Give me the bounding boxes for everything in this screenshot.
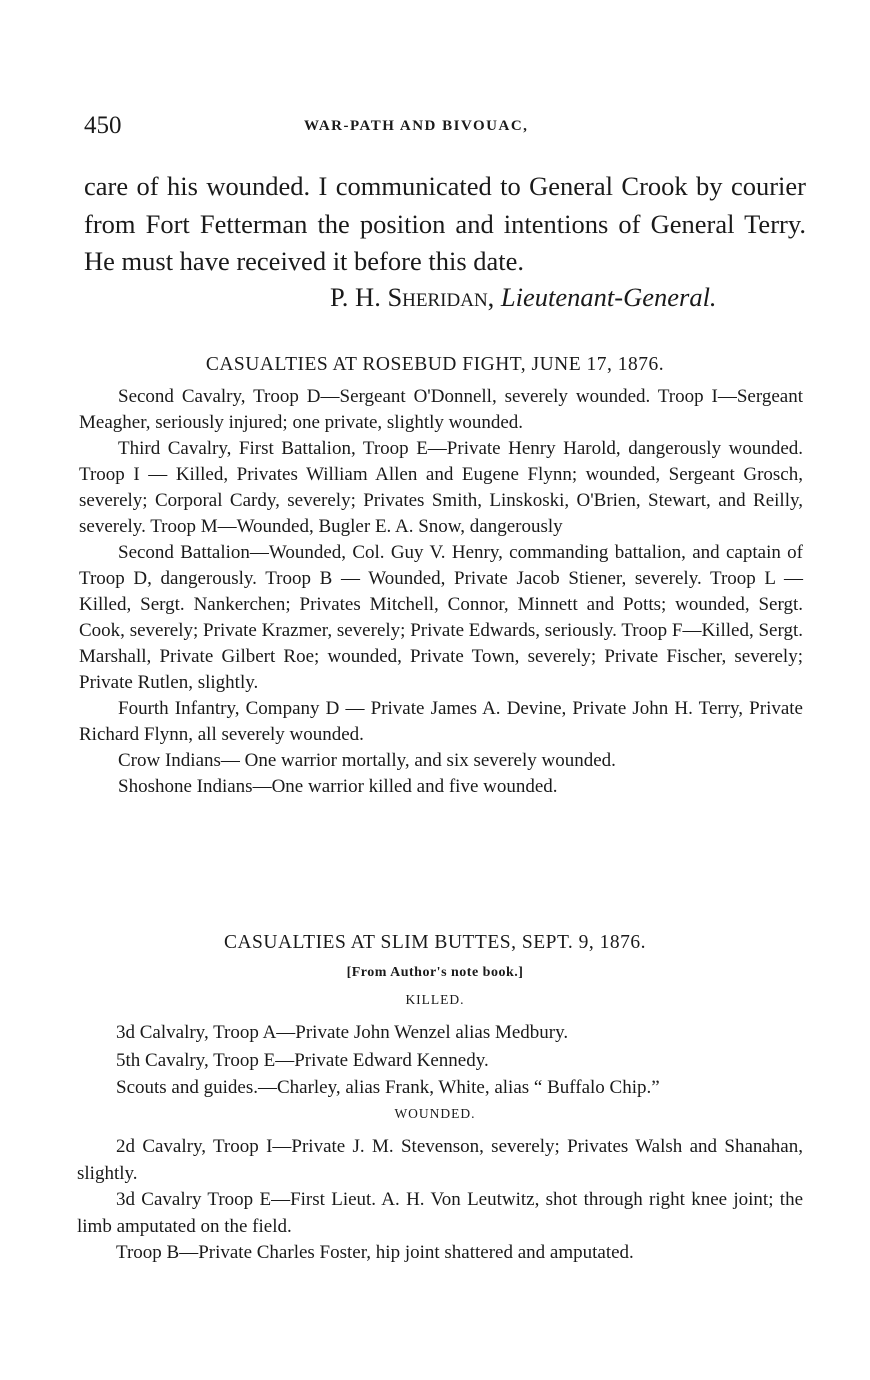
lead-paragraph: care of his wounded. I communicated to General Crook by courier from Fort Fetterman the position and intentions of General Terry. He must have received it before this date. (84, 171, 806, 276)
wounded-entry: 2d Cavalry, Troop I—Private J. M. Stevenson, severely; Privates Walsh and Shanahan, slightly. (77, 1136, 803, 1184)
killed-heading: KILLED. (405, 992, 465, 1007)
wounded-entry: 3d Cavalry Troop E—First Lieut. A. H. Von Leutwitz, shot through right knee joint; the limb amputated on the field. (77, 1189, 803, 1237)
wounded-entry: Troop B—Private Charles Foster, hip joint shattered and amputated. (116, 1242, 634, 1263)
signature-name: P. H. Sheridan, (330, 282, 495, 312)
wounded-list (77, 1134, 803, 1267)
page-header (84, 112, 804, 142)
lead-paragraph-block (84, 168, 806, 281)
running-head: WAR-PATH AND BIVOUAC, (304, 118, 529, 134)
casualty-paragraph: Third Cavalry, First Battalion, Troop E—Private Henry Harold, dangerously wounded. Troop I — Killed, Privates William Allen and Eugene Flynn; wounded, Sergeant Grosch, severely; Corporal Cardy, severely; Privates Smith, Linskoski, O'Brien, Stewart, and Reilly, severely. Troop M—Wounded, Bugler E. A. Snow, dangerously (79, 438, 803, 537)
casualty-paragraph: Second Battalion—Wounded, Col. Guy V. Henry, commanding battalion, and captain of Troop D, dangerously. Troop B — Wounded, Private Jacob Stiener, severely. Troop L — Killed, Sergt. Nankerchen; Privates Mitchell, Connor, Minnett and Potts; wounded, Sergt. Cook, severely; Private Krazmer, severely; Private Edwards, seriously. Troop F—Killed, Sergt. Marshall, Private Gilbert Roe; wounded, Private Town, severely; Private Fischer, severely; Private Rutlen, slightly. (79, 542, 803, 693)
source-note: [From Author's note book.] (346, 965, 524, 980)
signature-title: Lieutenant-General. (500, 282, 717, 312)
rosebud-casualty-list (79, 384, 803, 800)
killed-list (77, 1019, 803, 1102)
page-number: 450 (84, 112, 122, 139)
casualty-paragraph: Crow Indians— One warrior mortally, and six severely wounded. (118, 750, 616, 771)
section-heading-rosebud: CASUALTIES AT ROSEBUD FIGHT, JUNE 17, 1876. (205, 354, 665, 375)
killed-entry: 3d Calvalry, Troop A—Private John Wenzel alias Medbury. (116, 1022, 569, 1043)
killed-entry: 5th Cavalry, Troop E—Private Edward Kennedy. (116, 1049, 489, 1071)
casualty-paragraph: Fourth Infantry, Company D — Private James A. Devine, Private John H. Terry, Private Richard Flynn, all severely wounded. (79, 698, 803, 745)
signature (330, 282, 717, 313)
section-heading-slim-buttes: CASUALTIES AT SLIM BUTTES, SEPT. 9, 1876. (223, 932, 647, 953)
killed-entry: Scouts and guides.—Charley, alias Frank, White, alias “ Buffalo Chip.” (116, 1077, 660, 1098)
casualty-paragraph: Second Cavalry, Troop D—Sergeant O'Donnell, severely wounded. Troop I—Sergeant Meagher, seriously injured; one private, slightly wounded. (79, 386, 803, 433)
wounded-heading: WOUNDED. (394, 1106, 476, 1121)
casualty-paragraph: Shoshone Indians—One warrior killed and five wounded. (118, 776, 558, 797)
